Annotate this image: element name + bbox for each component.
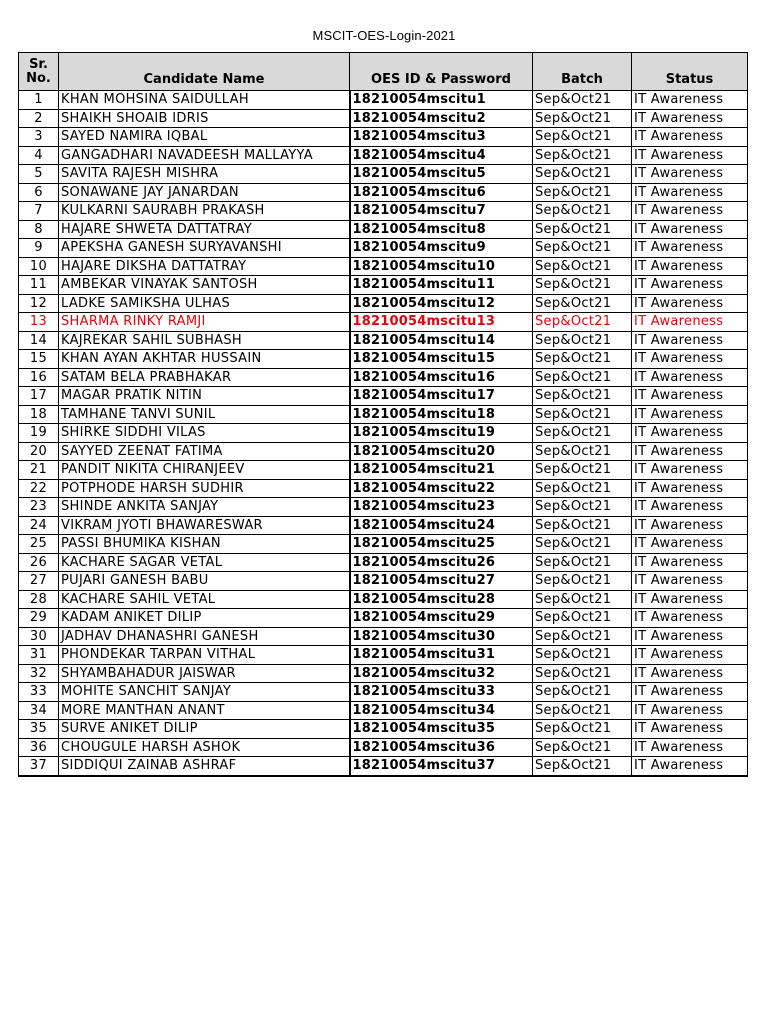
cell-batch: Sep&Oct21 [533, 664, 632, 683]
cell-candidate-name: SIDDIQUI ZAINAB ASHRAF [59, 757, 350, 776]
table-row [19, 646, 748, 665]
cell-status: IT Awareness [632, 590, 748, 609]
cell-batch: Sep&Oct21 [533, 146, 632, 165]
cell-candidate-name: PANDIT NIKITA CHIRANJEEV [59, 461, 350, 480]
cell-status: IT Awareness [632, 128, 748, 147]
cell-batch: Sep&Oct21 [533, 202, 632, 221]
cell-candidate-name: HAJARE SHWETA DATTATRAY [59, 220, 350, 239]
cell-oes-id-password: 18210054mscitu10 [350, 257, 533, 276]
cell-sr-no: 8 [19, 220, 59, 239]
cell-candidate-name: SURVE ANIKET DILIP [59, 720, 350, 739]
cell-oes-id-password: 18210054mscitu13 [350, 313, 533, 332]
cell-status: IT Awareness [632, 165, 748, 184]
cell-batch: Sep&Oct21 [533, 701, 632, 720]
table-row [19, 202, 748, 221]
cell-sr-no: 29 [19, 609, 59, 628]
cell-oes-id-password: 18210054mscitu5 [350, 165, 533, 184]
cell-sr-no: 25 [19, 535, 59, 554]
table-row [19, 165, 748, 184]
cell-oes-id-password: 18210054mscitu36 [350, 738, 533, 757]
header-sr-no-label: Sr. No. [26, 56, 51, 86]
cell-status: IT Awareness [632, 220, 748, 239]
table-row [19, 479, 748, 498]
table-row [19, 276, 748, 295]
table-body [19, 91, 748, 776]
cell-status: IT Awareness [632, 609, 748, 628]
cell-batch: Sep&Oct21 [533, 683, 632, 702]
table-row [19, 313, 748, 332]
cell-status: IT Awareness [632, 257, 748, 276]
cell-sr-no: 23 [19, 498, 59, 517]
table-row [19, 183, 748, 202]
cell-oes-id-password: 18210054mscitu24 [350, 516, 533, 535]
cell-status: IT Awareness [632, 461, 748, 480]
cell-candidate-name: SHINDE ANKITA SANJAY [59, 498, 350, 517]
cell-sr-no: 19 [19, 424, 59, 443]
cell-candidate-name: HAJARE DIKSHA DATTATRAY [59, 257, 350, 276]
cell-sr-no: 9 [19, 239, 59, 258]
cell-candidate-name: CHOUGULE HARSH ASHOK [59, 738, 350, 757]
table-row [19, 609, 748, 628]
table-row [19, 553, 748, 572]
cell-sr-no: 28 [19, 590, 59, 609]
cell-candidate-name: APEKSHA GANESH SURYAVANSHI [59, 239, 350, 258]
cell-batch: Sep&Oct21 [533, 535, 632, 554]
cell-oes-id-password: 18210054mscitu3 [350, 128, 533, 147]
cell-candidate-name: KACHARE SAHIL VETAL [59, 590, 350, 609]
table-row [19, 350, 748, 369]
cell-status: IT Awareness [632, 405, 748, 424]
cell-oes-id-password: 18210054mscitu16 [350, 368, 533, 387]
table-row [19, 738, 748, 757]
cell-oes-id-password: 18210054mscitu1 [350, 91, 533, 110]
table-row [19, 146, 748, 165]
cell-candidate-name: SHARMA RINKY RAMJI [59, 313, 350, 332]
cell-oes-id-password: 18210054mscitu12 [350, 294, 533, 313]
table-row [19, 239, 748, 258]
cell-status: IT Awareness [632, 442, 748, 461]
cell-sr-no: 22 [19, 479, 59, 498]
table-row [19, 387, 748, 406]
cell-status: IT Awareness [632, 91, 748, 110]
table-row [19, 128, 748, 147]
table-row [19, 257, 748, 276]
cell-oes-id-password: 18210054mscitu23 [350, 498, 533, 517]
cell-status: IT Awareness [632, 350, 748, 369]
cell-status: IT Awareness [632, 664, 748, 683]
cell-oes-id-password: 18210054mscitu11 [350, 276, 533, 295]
cell-batch: Sep&Oct21 [533, 461, 632, 480]
cell-batch: Sep&Oct21 [533, 516, 632, 535]
cell-status: IT Awareness [632, 498, 748, 517]
cell-batch: Sep&Oct21 [533, 646, 632, 665]
cell-oes-id-password: 18210054mscitu2 [350, 109, 533, 128]
table-row [19, 220, 748, 239]
cell-oes-id-password: 18210054mscitu15 [350, 350, 533, 369]
cell-candidate-name: SHIRKE SIDDHI VILAS [59, 424, 350, 443]
table-row [19, 627, 748, 646]
table-row [19, 664, 748, 683]
cell-candidate-name: SAYED NAMIRA IQBAL [59, 128, 350, 147]
cell-oes-id-password: 18210054mscitu21 [350, 461, 533, 480]
cell-candidate-name: MOHITE SANCHIT SANJAY [59, 683, 350, 702]
cell-oes-id-password: 18210054mscitu34 [350, 701, 533, 720]
cell-batch: Sep&Oct21 [533, 276, 632, 295]
cell-oes-id-password: 18210054mscitu28 [350, 590, 533, 609]
cell-batch: Sep&Oct21 [533, 627, 632, 646]
cell-candidate-name: KACHARE SAGAR VETAL [59, 553, 350, 572]
cell-status: IT Awareness [632, 331, 748, 350]
cell-batch: Sep&Oct21 [533, 294, 632, 313]
cell-batch: Sep&Oct21 [533, 720, 632, 739]
cell-oes-id-password: 18210054mscitu17 [350, 387, 533, 406]
cell-status: IT Awareness [632, 479, 748, 498]
cell-status: IT Awareness [632, 646, 748, 665]
cell-candidate-name: KAJREKAR SAHIL SUBHASH [59, 331, 350, 350]
cell-status: IT Awareness [632, 424, 748, 443]
cell-sr-no: 31 [19, 646, 59, 665]
cell-oes-id-password: 18210054mscitu27 [350, 572, 533, 591]
cell-candidate-name: KHAN AYAN AKHTAR HUSSAIN [59, 350, 350, 369]
cell-candidate-name: SAYYED ZEENAT FATIMA [59, 442, 350, 461]
cell-status: IT Awareness [632, 516, 748, 535]
cell-sr-no: 5 [19, 165, 59, 184]
cell-status: IT Awareness [632, 239, 748, 258]
cell-sr-no: 2 [19, 109, 59, 128]
cell-batch: Sep&Oct21 [533, 405, 632, 424]
cell-sr-no: 15 [19, 350, 59, 369]
header-sr-no [19, 53, 59, 91]
cell-oes-id-password: 18210054mscitu35 [350, 720, 533, 739]
cell-oes-id-password: 18210054mscitu18 [350, 405, 533, 424]
cell-sr-no: 20 [19, 442, 59, 461]
table-row [19, 683, 748, 702]
cell-batch: Sep&Oct21 [533, 479, 632, 498]
cell-candidate-name: POTPHODE HARSH SUDHIR [59, 479, 350, 498]
cell-status: IT Awareness [632, 701, 748, 720]
cell-candidate-name: AMBEKAR VINAYAK SANTOSH [59, 276, 350, 295]
cell-oes-id-password: 18210054mscitu20 [350, 442, 533, 461]
cell-batch: Sep&Oct21 [533, 350, 632, 369]
cell-status: IT Awareness [632, 368, 748, 387]
cell-batch: Sep&Oct21 [533, 91, 632, 110]
cell-candidate-name: PUJARI GANESH BABU [59, 572, 350, 591]
cell-candidate-name: VIKRAM JYOTI BHAWARESWAR [59, 516, 350, 535]
table-row [19, 572, 748, 591]
cell-batch: Sep&Oct21 [533, 128, 632, 147]
cell-oes-id-password: 18210054mscitu26 [350, 553, 533, 572]
cell-candidate-name: KADAM ANIKET DILIP [59, 609, 350, 628]
cell-sr-no: 10 [19, 257, 59, 276]
cell-candidate-name: GANGADHARI NAVADEESH MALLAYYA [59, 146, 350, 165]
table-row [19, 405, 748, 424]
cell-sr-no: 11 [19, 276, 59, 295]
cell-status: IT Awareness [632, 294, 748, 313]
header-status: Status [632, 53, 748, 91]
cell-candidate-name: LADKE SAMIKSHA ULHAS [59, 294, 350, 313]
cell-status: IT Awareness [632, 146, 748, 165]
cell-sr-no: 24 [19, 516, 59, 535]
cell-sr-no: 13 [19, 313, 59, 332]
cell-oes-id-password: 18210054mscitu8 [350, 220, 533, 239]
cell-status: IT Awareness [632, 313, 748, 332]
cell-status: IT Awareness [632, 202, 748, 221]
cell-status: IT Awareness [632, 109, 748, 128]
cell-oes-id-password: 18210054mscitu14 [350, 331, 533, 350]
cell-candidate-name: TAMHANE TANVI SUNIL [59, 405, 350, 424]
cell-sr-no: 32 [19, 664, 59, 683]
cell-sr-no: 6 [19, 183, 59, 202]
cell-batch: Sep&Oct21 [533, 239, 632, 258]
cell-batch: Sep&Oct21 [533, 590, 632, 609]
cell-status: IT Awareness [632, 738, 748, 757]
cell-sr-no: 16 [19, 368, 59, 387]
cell-batch: Sep&Oct21 [533, 387, 632, 406]
header-oes-id-password: OES ID & Password [350, 53, 533, 91]
table-row [19, 535, 748, 554]
cell-candidate-name: SHYAMBAHADUR JAISWAR [59, 664, 350, 683]
cell-batch: Sep&Oct21 [533, 757, 632, 776]
cell-oes-id-password: 18210054mscitu4 [350, 146, 533, 165]
cell-sr-no: 21 [19, 461, 59, 480]
cell-batch: Sep&Oct21 [533, 165, 632, 184]
cell-oes-id-password: 18210054mscitu32 [350, 664, 533, 683]
cell-oes-id-password: 18210054mscitu33 [350, 683, 533, 702]
cell-batch: Sep&Oct21 [533, 368, 632, 387]
cell-batch: Sep&Oct21 [533, 424, 632, 443]
cell-oes-id-password: 18210054mscitu30 [350, 627, 533, 646]
cell-sr-no: 12 [19, 294, 59, 313]
table-row [19, 757, 748, 776]
cell-sr-no: 18 [19, 405, 59, 424]
cell-sr-no: 7 [19, 202, 59, 221]
table-row [19, 331, 748, 350]
table-row [19, 590, 748, 609]
cell-candidate-name: KHAN MOHSINA SAIDULLAH [59, 91, 350, 110]
table-row [19, 442, 748, 461]
cell-candidate-name: SONAWANE JAY JANARDAN [59, 183, 350, 202]
cell-batch: Sep&Oct21 [533, 498, 632, 517]
cell-oes-id-password: 18210054mscitu22 [350, 479, 533, 498]
cell-batch: Sep&Oct21 [533, 609, 632, 628]
document-title: MSCIT-OES-Login-2021 [312, 28, 456, 43]
cell-sr-no: 14 [19, 331, 59, 350]
cell-status: IT Awareness [632, 276, 748, 295]
cell-status: IT Awareness [632, 387, 748, 406]
cell-batch: Sep&Oct21 [533, 331, 632, 350]
header-batch: Batch [533, 53, 632, 91]
cell-batch: Sep&Oct21 [533, 109, 632, 128]
cell-sr-no: 17 [19, 387, 59, 406]
cell-candidate-name: SAVITA RAJESH MISHRA [59, 165, 350, 184]
table-row [19, 91, 748, 110]
cell-sr-no: 30 [19, 627, 59, 646]
cell-sr-no: 26 [19, 553, 59, 572]
cell-status: IT Awareness [632, 627, 748, 646]
cell-status: IT Awareness [632, 535, 748, 554]
cell-oes-id-password: 18210054mscitu6 [350, 183, 533, 202]
cell-status: IT Awareness [632, 720, 748, 739]
table-row [19, 498, 748, 517]
cell-candidate-name: JADHAV DHANASHRI GANESH [59, 627, 350, 646]
cell-batch: Sep&Oct21 [533, 183, 632, 202]
cell-batch: Sep&Oct21 [533, 553, 632, 572]
table-row [19, 701, 748, 720]
cell-sr-no: 36 [19, 738, 59, 757]
table-row [19, 109, 748, 128]
cell-status: IT Awareness [632, 683, 748, 702]
cell-status: IT Awareness [632, 757, 748, 776]
cell-candidate-name: KULKARNI SAURABH PRAKASH [59, 202, 350, 221]
table-header [19, 53, 748, 91]
cell-candidate-name: SATAM BELA PRABHAKAR [59, 368, 350, 387]
cell-sr-no: 33 [19, 683, 59, 702]
cell-status: IT Awareness [632, 572, 748, 591]
table-row [19, 461, 748, 480]
cell-batch: Sep&Oct21 [533, 442, 632, 461]
cell-batch: Sep&Oct21 [533, 313, 632, 332]
cell-sr-no: 34 [19, 701, 59, 720]
header-row [19, 53, 748, 91]
table-row [19, 424, 748, 443]
cell-candidate-name: MAGAR PRATIK NITIN [59, 387, 350, 406]
cell-oes-id-password: 18210054mscitu9 [350, 239, 533, 258]
table-row [19, 294, 748, 313]
cell-oes-id-password: 18210054mscitu29 [350, 609, 533, 628]
table-row [19, 720, 748, 739]
cell-oes-id-password: 18210054mscitu7 [350, 202, 533, 221]
cell-candidate-name: SHAIKH SHOAIB IDRIS [59, 109, 350, 128]
cell-oes-id-password: 18210054mscitu37 [350, 757, 533, 776]
cell-oes-id-password: 18210054mscitu31 [350, 646, 533, 665]
cell-candidate-name: MORE MANTHAN ANANT [59, 701, 350, 720]
candidate-table [18, 52, 748, 777]
header-candidate-name: Candidate Name [59, 53, 350, 91]
cell-batch: Sep&Oct21 [533, 572, 632, 591]
cell-batch: Sep&Oct21 [533, 257, 632, 276]
cell-candidate-name: PASSI BHUMIKA KISHAN [59, 535, 350, 554]
table-row [19, 368, 748, 387]
cell-candidate-name: PHONDEKAR TARPAN VITHAL [59, 646, 350, 665]
cell-sr-no: 3 [19, 128, 59, 147]
cell-sr-no: 4 [19, 146, 59, 165]
table-row [19, 516, 748, 535]
cell-sr-no: 37 [19, 757, 59, 776]
cell-sr-no: 35 [19, 720, 59, 739]
cell-batch: Sep&Oct21 [533, 738, 632, 757]
cell-sr-no: 1 [19, 91, 59, 110]
cell-sr-no: 27 [19, 572, 59, 591]
cell-status: IT Awareness [632, 183, 748, 202]
cell-batch: Sep&Oct21 [533, 220, 632, 239]
cell-oes-id-password: 18210054mscitu25 [350, 535, 533, 554]
cell-status: IT Awareness [632, 553, 748, 572]
cell-oes-id-password: 18210054mscitu19 [350, 424, 533, 443]
